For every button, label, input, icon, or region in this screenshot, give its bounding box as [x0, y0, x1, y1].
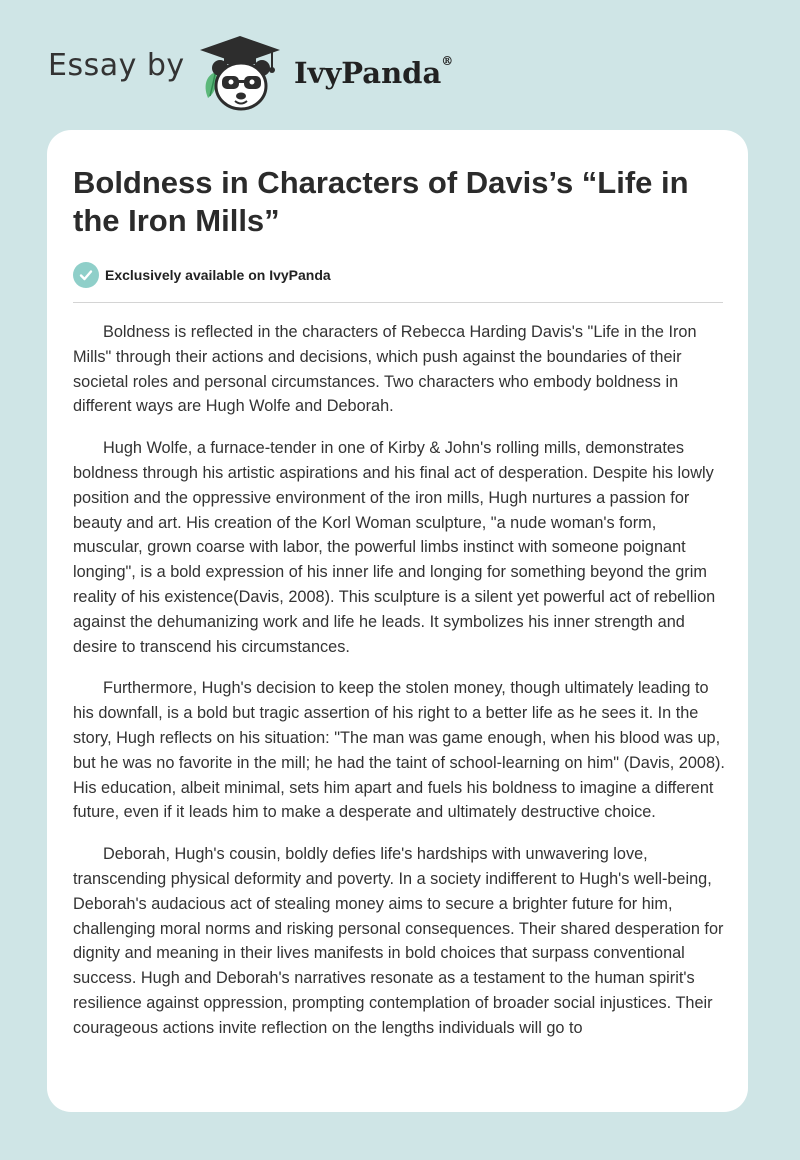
site-header	[48, 30, 748, 120]
brand-name[interactable]	[294, 56, 453, 90]
check-mark-graphic	[79, 268, 93, 282]
paragraph-2: Hugh Wolfe, a furnace-tender in one of Kirby & John's rolling mills, demonstrates boldness through his artistic aspirations and his final act of desperation. Despite his lowly position and the oppressive environment of the iron mills, Hugh nurtures a passion for beauty and art. His creation of the Korl Woman sculpture, "a nude woman's form, muscular, grown coarse with labor, the powerful limbs instinct with someone poignant longing", is a bold expression of his inner life and longing for something beyond the grim reality of his existence(Davis, 2008). This sculpture is a silent yet powerful act of rebellion against the dehumanizing work and life he leads. It symbolizes his inner strength and desire to transcend his circumstances.	[73, 439, 716, 656]
paragraph-3: Furthermore, Hugh's decision to keep the stolen money, though ultimately leading to his downfall, is a bold but tragic assertion of his right to a better life as he sees it. In the story, Hugh reflects on his situation: "The man was game enough, when his blood was up, but he was no favorite in the mill; he had the taint of school-learning on him" (Davis, 2008). His education, albeit minimal, sets him apart and fuels his boldness to imagine a different future, even if it leads him to make a desperate and ultimately destructive choice.	[73, 679, 725, 822]
brand-text: IvyPanda	[294, 56, 442, 90]
badge-text: Exclusively available on IvyPanda	[105, 267, 331, 283]
registered-mark: ®	[441, 54, 454, 68]
panda-logo-graphic	[200, 34, 282, 114]
essay-by-label: Essay by	[48, 48, 185, 83]
essay-body	[73, 320, 725, 1058]
paragraph-4: Deborah, Hugh's cousin, boldly defies life's hardships with unwavering love, transcending physical deformity and poverty. In a society indifferent to Hugh's well-being, Deborah's audacious act of stealing money aims to secure a brighter future for him, challenging moral norms and risking personal consequences. Their shared desperation for dignity and meaning in their lives manifests in bold choices that surpass conventional success. Hugh and Deborah's narratives resonate as a testament to the human spirit's resilience against oppression, prompting contemplation of broader social injustices. Their courageous actions invite reflection on the lengths individuals will go to	[73, 845, 724, 1037]
title-divider	[73, 302, 723, 303]
paragraph-1: Boldness is reflected in the characters of Rebecca Harding Davis's "Life in the Iron Mills" through their actions and decisions, which push against the boundaries of their societal roles and personal circumstances. Two characters who embody boldness in different ways are Hugh Wolfe and Deborah.	[73, 323, 697, 416]
essay-card	[47, 130, 748, 1112]
exclusive-badge	[73, 262, 331, 288]
panda-logo-icon[interactable]	[200, 34, 282, 114]
essay-title: Boldness in Characters of Davis’s “Life in the Iron Mills”	[73, 165, 689, 238]
check-icon	[73, 262, 99, 288]
